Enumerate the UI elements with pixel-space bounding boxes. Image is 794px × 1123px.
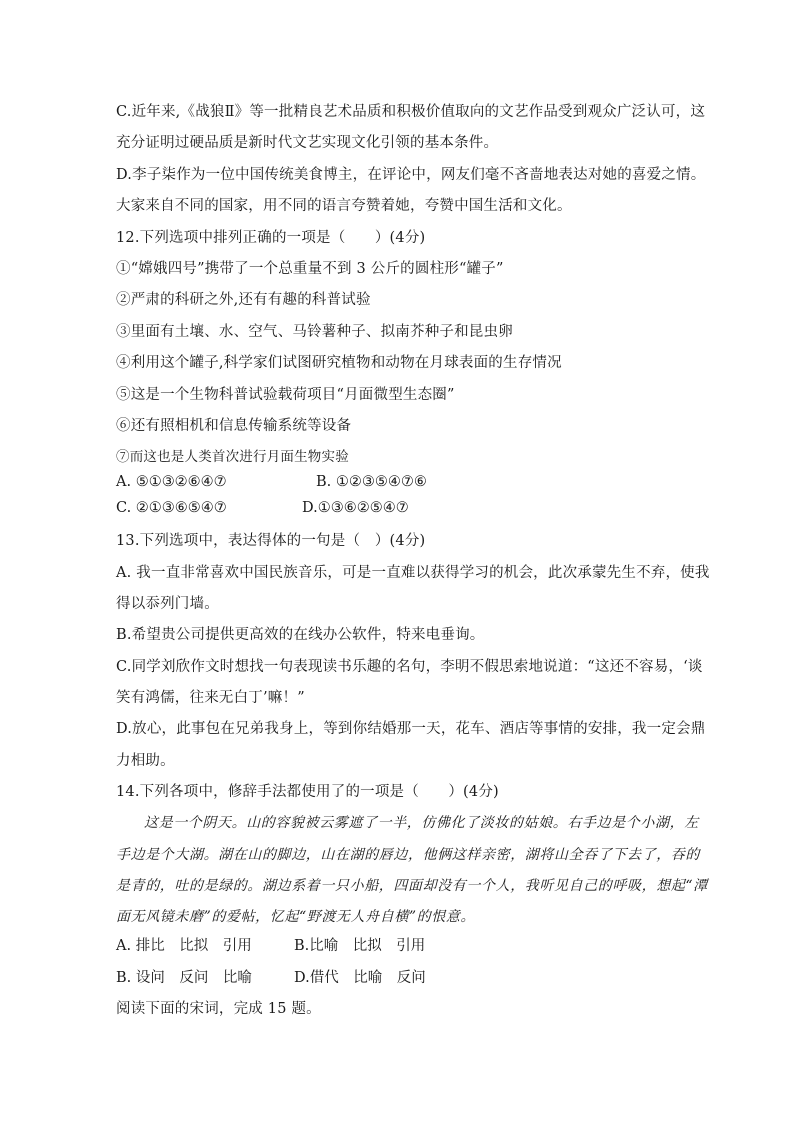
q14-option-b: B.比喻 比拟 引用 [294,938,426,954]
reading-instruction: 阅读下面的宋词，完成 15 题。 [116,1001,321,1017]
option-d-line2: 大家来自不同的国家，用不同的语言夸赞着她，夸赞中国生活和文化。 [116,198,572,214]
q13-option-d-line1: D.放心，此事包在兄弟我身上，等到你结婚那一天，花车、酒店等事情的安排，我一定会鼎 [116,721,706,737]
q13-option-d-line2: 力相助。 [116,753,175,769]
question-13: 13.下列选项中，表达得体的一句是（ ）(4分) [116,533,426,549]
sentence-2: ②严肃的科研之外,还有有趣的科普试验 [116,292,371,308]
q14-option-a: A. 排比 比拟 引用 [116,938,252,954]
passage-line4: 面无风镜未磨”的爱帖，忆起“野渡无人舟自横”的恨意。 [116,909,476,925]
q12-option-c: C. ②①③⑥⑤④⑦ [116,500,227,516]
q12-option-a: A. ⑤①③②⑥④⑦ [116,474,227,490]
q14-option-d: D.借代 比喻 反问 [294,970,426,986]
sentence-3: ③里面有土壤、水、空气、马铃薯种子、拟南芥种子和昆虫卵 [116,324,513,340]
q13-option-b: B.希望贵公司提供更高效的在线办公软件，特来电垂询。 [116,627,485,643]
passage-line1: 这是一个阴天。山的容貌被云雾遮了一半，仿佛化了淡妆的姑娘。右手边是个小湖，左 [144,815,699,831]
question-14: 14.下列各项中，修辞手法都使用了的一项是（ ）(4分) [116,784,499,800]
q13-option-c-line2: 笑有鸿儒，往来无白丁’嘛！” [116,690,305,706]
passage-line2: 手边是个大湖。湖在山的脚边，山在湖的唇边，他俩这样亲密，湖将山全吞了下去了，吞的 [116,847,700,863]
option-c-line2: 充分证明过硬品质是新时代文艺实现文化引领的基本条件。 [116,135,499,151]
passage-line3: 是青的，吐的是绿的。湖边系着一只小船，四面却没有一个人，我听见自己的呼吸，想起“潭 [116,878,708,894]
sentence-7: ⑦而这也是人类首次进行月面生物实验 [116,449,349,465]
sentence-4: ④利用这个罐子,科学家们试图研究植物和动物在月球表面的生存情况 [116,355,562,371]
sentence-1: ①“嫦娥四号”携带了一个总重量不到 3 公斤的圆柱形“罐子” [116,261,504,277]
sentence-6: ⑥还有照相机和信息传输系统等设备 [116,418,352,434]
question-12: 12.下列选项中排列正确的一项是（ ）(4分) [116,230,426,246]
q13-option-a-line1: A. 我一直非常喜欢中国民族音乐，可是一直难以获得学习的机会，此次承蒙先生不弃，使我 [116,565,710,581]
sentence-5: ⑤这是一个生物科普试验载荷项目“月面微型生态圈” [116,387,455,403]
q13-option-a-line2: 得以忝列门墙。 [116,596,219,612]
q12-option-b: B. ①②③⑤④⑦⑥ [316,474,427,490]
q13-option-c-line1: C.同学刘欣作文时想找一句表现读书乐趣的名句，李明不假思索地说道：“这还不容易，‘谈 [116,659,703,675]
q12-option-d: D.①③⑥②⑤④⑦ [302,500,409,516]
option-c-line1: C.近年来,《战狼Ⅱ》等一批精良艺术品质和积极价值取向的文艺作品受到观众广泛认可，这 [116,104,706,120]
q14-option-c: B. 设问 反问 比喻 [116,970,252,986]
option-d-line1: D.李子柒作为一位中国传统美食博主，在评论中，网友们毫不吝啬地表达对她的喜爱之情。 [116,167,706,183]
